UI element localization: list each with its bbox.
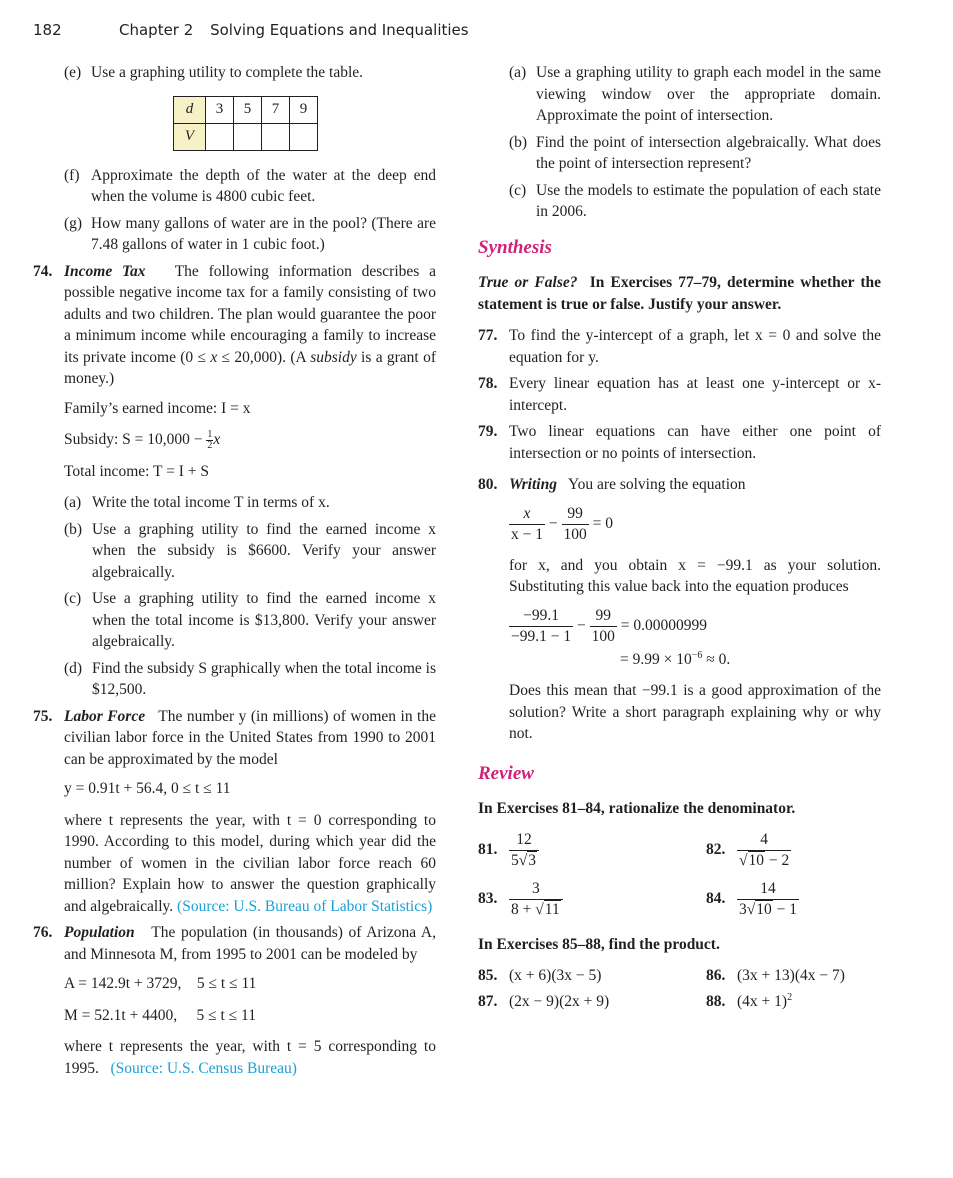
exercise-77: 77. To find the y-intercept of a graph, let x = 0 and solve the equation for y.: [478, 327, 881, 366]
exercise-80: 80. Writing You are solving the equation: [478, 476, 746, 493]
exercise-78: 78. Every linear equation has at least one y-intercept or x-intercept.: [478, 375, 881, 414]
equation-subsidy: Subsidy: S = 10,000 − $\frac{1}{2}$ x: [64, 428, 221, 451]
table-cell: 3: [206, 96, 234, 123]
instructions-85-88: In Exercises 85–88, find the product.: [478, 935, 720, 953]
instructions-81-84: In Exercises 81–84, rationalize the denominator.: [478, 800, 796, 817]
exercise-82: 82. $\frac{4}{√10 - 2}$: [706, 830, 790, 869]
table-cell-empty: [290, 123, 318, 150]
exercise-title: Population: [64, 924, 135, 942]
part-b: (b) Find the point of intersection algebraically. What does the point of intersection represent?: [509, 133, 881, 172]
source-link[interactable]: (Source: U.S. Bureau of Labor Statistics): [177, 897, 433, 915]
exercise-81: 81. $\frac{12}{5√3}$: [478, 830, 706, 871]
exercise-85: 85. (x + 6)(3x − 5): [478, 967, 602, 984]
exercise-79: 79. Two linear equations can have either one point of intersection or no points of intersection.: [478, 423, 881, 462]
table-cell-empty: [206, 123, 234, 150]
exercise-87: 87. (2x − 9)(2x + 9): [478, 992, 610, 1010]
exercise-80-cont: for x, and you obtain x = −99.1 as your solution. Substituting this value back into the equation produces: [509, 556, 881, 595]
table-head-d: d: [174, 96, 206, 123]
exercises-85-88: [478, 965, 881, 1012]
equation-earned-income: Family’s earned income: I = x: [64, 399, 251, 417]
exercise-76-cont: where t represents the year, with t = 5 corresponding to 1995. (Source: U.S. Census Bureau): [64, 1038, 436, 1077]
table-cell: 5: [234, 96, 262, 123]
exercise-84: 84. $\frac{14}{3√10 - 1}$: [706, 879, 798, 918]
model-arizona: A = 142.9t + 3729, 5 ≤ t ≤ 11: [64, 975, 257, 993]
exercise-title: Income Tax: [64, 262, 146, 280]
depth-volume-table: [173, 96, 318, 151]
equation-80: $\frac{x}{x - 1}$ − $\frac{99}{100}$ = 0: [511, 504, 613, 543]
equation-80-result: = $9.99 \times 10^{-6} \approx 0$.: [620, 649, 731, 668]
part-b: (b) Use a graphing utility to find the earned income x when the subsidy is $6600. Verify your answer algebraically.: [64, 520, 436, 581]
part-a: (a) Write the total income T in terms of x.: [64, 494, 330, 512]
table-cell: 7: [262, 96, 290, 123]
table-cell-empty: [234, 123, 262, 150]
exercise-74: 74. Income Tax The following information describes a possible negative income tax for a family consisting of two adults and two children. The plan would guarantee the poor a minimum income while encouraging a family to increase its private income (0 ≤ x ≤ 20,000). (A subsidy is a grant of money.): [33, 262, 436, 387]
source-link[interactable]: (Source: U.S. Census Bureau): [110, 1059, 297, 1077]
exercise-75-cont: where t represents the year, with t = 0 corresponding to 1990. According to this model, during which year did the number of women in the civilian labor force reach 60 million? Explain how to answer the question graphically and algebraically. (Source: U.S. Bureau of Labor Statistics): [64, 811, 436, 915]
exercises-81-84: [478, 830, 881, 920]
part-c: (c) Use a graphing utility to find the earned income x when the total income is $13,800. Verify your answer algebraically.: [64, 590, 436, 651]
running-header: [33, 20, 469, 42]
table-head-v: V: [174, 123, 206, 150]
exercise-83: 83. $\frac{3}{8 + √11}$: [478, 879, 706, 920]
exercise-88: 88. $(4x + 1)^2$: [706, 991, 793, 1010]
exercise-title: Writing: [509, 476, 557, 493]
chapter-title: Solving Equations and Inequalities: [210, 21, 469, 39]
table-cell-empty: [262, 123, 290, 150]
section-heading-synthesis: Synthesis: [478, 236, 552, 258]
equation-total-income: Total income: T = I + S: [64, 462, 209, 480]
true-false-instructions: True or False? In Exercises 77–79, determine whether the statement is true or false. Justify your answer.: [478, 274, 882, 313]
exercise-80-question: Does this mean that −99.1 is a good approximation of the solution? Write a short paragraph explaining why or why not.: [509, 682, 881, 742]
model-minnesota: M = 52.1t + 4400, 5 ≤ t ≤ 11: [64, 1006, 256, 1024]
chapter-label: Chapter 2: [119, 21, 194, 39]
part-d: (d) Find the subsidy S graphically when the total income is $12,500.: [64, 659, 436, 699]
model-equation: y = 0.91t + 56.4, 0 ≤ t ≤ 11: [64, 780, 231, 798]
page-number: 182: [33, 21, 62, 39]
part-a: (a) Use a graphing utility to graph each model in the same viewing window over the appropriate domain. Approximate the point of intersection.: [509, 64, 881, 124]
section-heading-review: Review: [478, 762, 534, 784]
part-f: (f) Approximate the depth of the water at the deep end when the volume is 4800 cubic feet.: [64, 166, 436, 205]
right-column: [478, 62, 881, 1024]
part-g: (g) How many gallons of water are in the pool? (There are 7.48 gallons of water in 1 cubic foot.): [64, 214, 436, 253]
part-c: (c) Use the models to estimate the population of each state in 2006.: [509, 181, 881, 220]
table-cell: 9: [290, 96, 318, 123]
exercise-title: Labor Force: [64, 707, 146, 725]
exercise-76: 76. Population The population (in thousands) of Arizona A, and Minnesota M, from 1995 to 2001 can be modeled by: [33, 924, 436, 963]
exercise-75: 75. Labor Force The number y (in millions) of women in the civilian labor force in the United States from 1990 to 2001 can be approximated by the model: [33, 707, 436, 768]
equation-80-substituted: $\frac{-99.1}{-99.1 - 1}$ − $\frac{99}{100}$ = 0.00000999: [511, 606, 707, 645]
left-column: [33, 62, 436, 1084]
part-e: (e) Use a graphing utility to complete the table.: [64, 64, 364, 81]
exercise-86: 86. (3x + 13)(4x − 7): [706, 967, 845, 984]
